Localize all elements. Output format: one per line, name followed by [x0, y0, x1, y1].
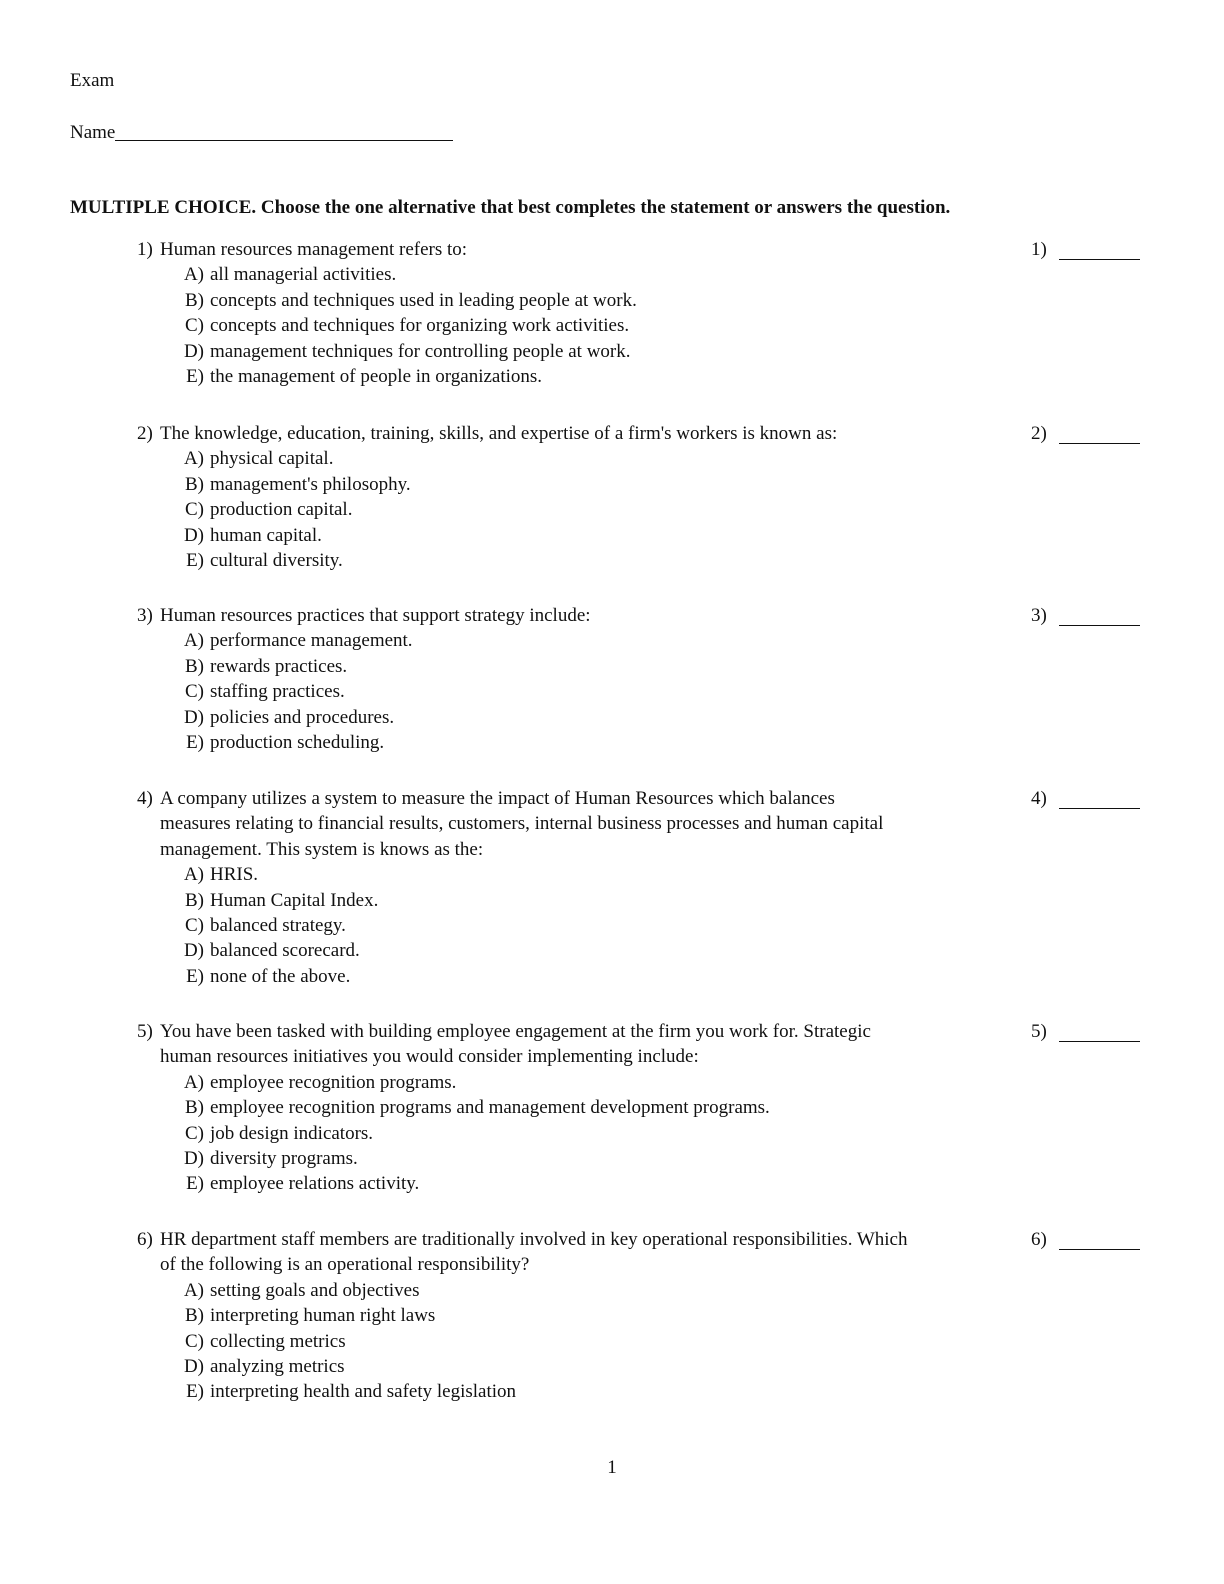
option-letter: E) [186, 732, 204, 753]
question-stem-line: Human resources practices that support strategy include: [160, 605, 591, 626]
name-blank-line [115, 121, 453, 141]
option-letter: A) [183, 1071, 204, 1093]
name-row [70, 121, 453, 144]
option-letter: B) [185, 889, 204, 911]
option-text: Human Capital Index. [210, 889, 379, 911]
option-letter: D) [183, 1356, 204, 1377]
question-stem-line: of the following is an operational responsibility? [160, 1254, 530, 1276]
option-text: none of the above. [210, 965, 351, 987]
question-number: 1) [137, 239, 153, 260]
option-letter: E) [186, 550, 204, 571]
question-number: 3) [137, 605, 153, 626]
option-letter: B) [185, 473, 204, 495]
answer-number: 4) [1031, 788, 1047, 809]
option-letter: C) [185, 499, 204, 521]
option-text: balanced strategy. [210, 915, 346, 936]
option-letter: D) [183, 340, 204, 362]
question-number: 4) [137, 788, 153, 809]
question-stem-line: management. This system is knows as the: [160, 838, 484, 860]
option-text: cultural diversity. [210, 550, 343, 571]
option-text: collecting metrics [210, 1330, 346, 1352]
option-text: management techniques for controlling people at work. [210, 340, 631, 362]
answer-blank-line[interactable] [1059, 1249, 1140, 1250]
section-instructions: MULTIPLE CHOICE. Choose the one alternative that best completes the statement or answers the question. [70, 197, 951, 218]
option-text: concepts and techniques for organizing work activities. [210, 315, 630, 337]
exam-title: Exam [70, 70, 115, 91]
option-letter: C) [185, 681, 204, 703]
option-letter: A) [183, 864, 204, 886]
option-text: employee recognition programs and management development programs. [210, 1097, 770, 1119]
option-text: balanced scorecard. [210, 940, 360, 962]
option-text: employee recognition programs. [210, 1071, 457, 1093]
option-letter: A) [183, 630, 204, 652]
option-text: employee relations activity. [210, 1173, 420, 1195]
option-text: interpreting human right laws [210, 1305, 436, 1327]
option-text: policies and procedures. [210, 706, 395, 728]
question-stem-line: HR department staff members are traditionally involved in key operational responsibilities. Which [160, 1229, 908, 1250]
option-text: job design indicators. [210, 1122, 374, 1144]
option-letter: B) [185, 1097, 204, 1119]
option-text: rewards practices. [210, 655, 348, 677]
option-letter: B) [185, 289, 204, 311]
question-stem-line: measures relating to financial results, customers, internal business processes and human capital [160, 813, 884, 835]
question-number: 5) [137, 1021, 153, 1042]
option-letter: B) [185, 655, 204, 677]
question-number: 6) [137, 1229, 153, 1250]
option-letter: A) [183, 1279, 204, 1301]
option-text: diversity programs. [210, 1148, 358, 1169]
option-letter: D) [183, 706, 204, 728]
question-stem-line: Human resources management refers to: [160, 239, 468, 260]
option-text: the management of people in organizations. [210, 366, 543, 387]
name-label: Name [70, 122, 116, 143]
option-text: production scheduling. [210, 732, 385, 753]
question-number: 2) [137, 423, 153, 444]
option-letter: D) [183, 1148, 204, 1169]
option-letter: B) [185, 1305, 204, 1327]
option-letter: D) [183, 940, 204, 962]
answer-blank-line[interactable] [1059, 1041, 1140, 1042]
option-text: interpreting health and safety legislation [210, 1381, 517, 1403]
option-text: HRIS. [210, 864, 259, 886]
option-letter: A) [183, 264, 204, 286]
option-letter: E) [186, 1173, 204, 1195]
option-letter: C) [185, 1122, 204, 1144]
answer-blank-line[interactable] [1059, 808, 1140, 809]
question-stem-line: A company utilizes a system to measure the impact of Human Resources which balances [160, 788, 835, 809]
option-text: analyzing metrics [210, 1356, 345, 1377]
answer-number: 2) [1031, 423, 1047, 444]
option-letter: E) [186, 366, 204, 387]
option-letter: D) [183, 524, 204, 546]
option-letter: C) [185, 1330, 204, 1352]
option-letter: E) [186, 1381, 204, 1403]
option-letter: A) [183, 448, 204, 470]
answer-number: 5) [1031, 1021, 1047, 1042]
option-text: all managerial activities. [210, 264, 397, 286]
question-stem-line: human resources initiatives you would consider implementing include: [160, 1046, 699, 1068]
option-text: setting goals and objectives [210, 1279, 420, 1301]
option-text: staffing practices. [210, 681, 345, 703]
option-letter: E) [186, 965, 204, 987]
page-number: 1 [607, 1457, 617, 1478]
option-letter: C) [185, 915, 204, 936]
answer-blank-line[interactable] [1059, 259, 1140, 260]
option-text: performance management. [210, 630, 413, 652]
option-text: physical capital. [210, 448, 334, 470]
option-text: human capital. [210, 524, 322, 546]
answer-number: 6) [1031, 1229, 1047, 1250]
option-text: management's philosophy. [210, 473, 411, 495]
option-letter: C) [185, 315, 204, 337]
option-text: production capital. [210, 499, 353, 521]
answer-number: 1) [1031, 239, 1047, 260]
answer-blank-line[interactable] [1059, 443, 1140, 444]
answer-blank-line[interactable] [1059, 625, 1140, 626]
question-stem-line: The knowledge, education, training, skills, and expertise of a firm's workers is known as: [160, 423, 838, 444]
question-stem-line: You have been tasked with building employee engagement at the firm you work for. Strategic [160, 1021, 871, 1042]
answer-number: 3) [1031, 605, 1047, 626]
option-text: concepts and techniques used in leading people at work. [210, 289, 637, 311]
